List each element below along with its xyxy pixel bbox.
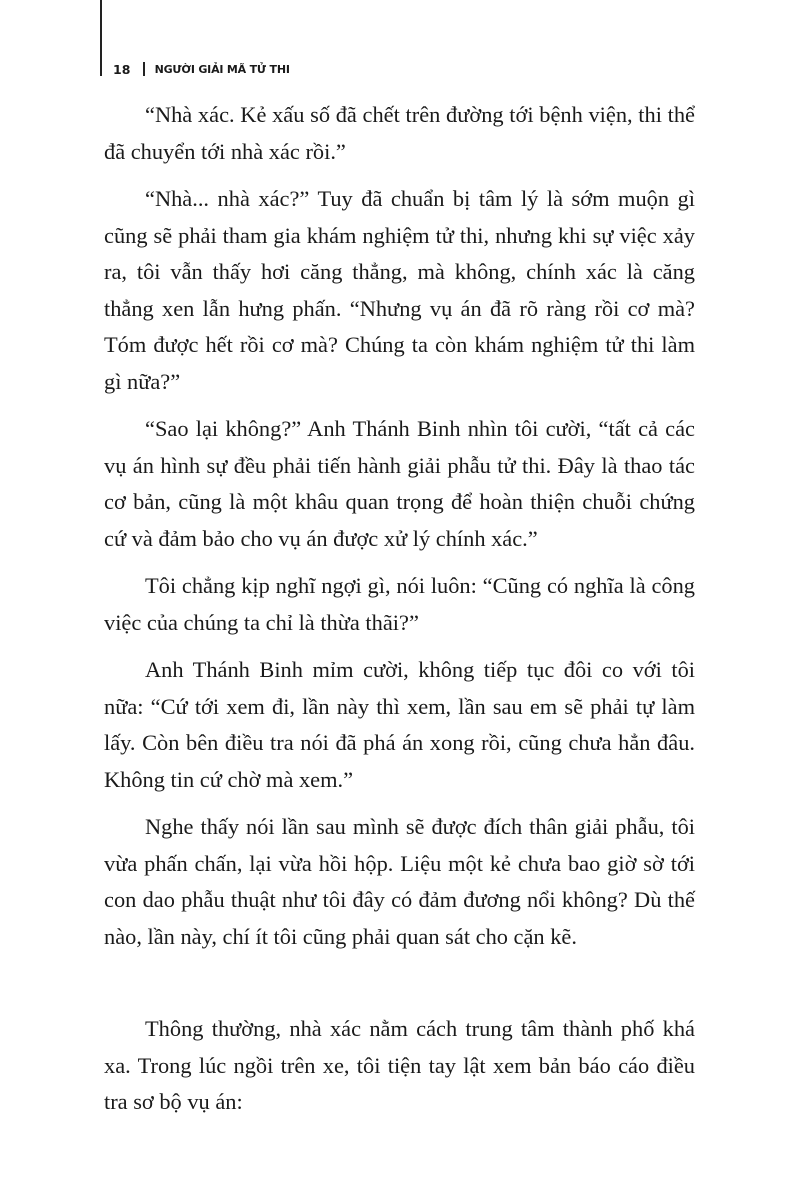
margin-rule bbox=[100, 0, 102, 76]
header-separator bbox=[143, 62, 144, 76]
paragraph: Nghe thấy nói lần sau mình sẽ được đích thân giải phẫu, tôi vừa phấn chấn, lại vừa hồi hộp. Liệu một kẻ chưa bao giờ sờ tới con dao phẫu thuật như tôi đây có đảm đương nổi không? Dù thế nào, lần này, chí ít tôi cũng phải quan sát cho cặn kẽ. bbox=[104, 814, 695, 949]
running-header bbox=[113, 59, 290, 79]
paragraph: Thông thường, nhà xác nằm cách trung tâm thành phố khá xa. Trong lúc ngồi trên xe, tôi tiện tay lật xem bản báo cáo điều tra sơ bộ vụ án: bbox=[104, 1016, 695, 1114]
page-number: 18 bbox=[113, 61, 131, 77]
page-body bbox=[104, 97, 695, 1132]
book-title: NGƯỜI GIẢI MÃ TỬ THI bbox=[154, 62, 290, 76]
paragraph: “Nhà... nhà xác?” Tuy đã chuẩn bị tâm lý là sớm muộn gì cũng sẽ phải tham gia khám nghiệm tử thi, nhưng khi sự việc xảy ra, tôi vẫn thấy hơi căng thẳng, mà không, chính xác là căng thẳng xen lẫn hưng phấn. “Nhưng vụ án đã rõ ràng rồi cơ mà? Tóm được hết rồi cơ mà? Chúng ta còn khám nghiệm tử thi làm gì nữa?” bbox=[104, 186, 695, 394]
paragraph: Tôi chẳng kịp nghĩ ngợi gì, nói luôn: “Cũng có nghĩa là công việc của chúng ta chỉ là thừa thãi?” bbox=[104, 573, 695, 635]
paragraph: Anh Thánh Binh mỉm cười, không tiếp tục đôi co với tôi nữa: “Cứ tới xem đi, lần này thì xem, lần sau em sẽ phải tự làm lấy. Còn bên điều tra nói đã phá án xong rồi, cũng chưa hẳn đâu. Không tin cứ chờ mà xem.” bbox=[104, 657, 695, 792]
paragraph: “Sao lại không?” Anh Thánh Binh nhìn tôi cười, “tất cả các vụ án hình sự đều phải tiến hành giải phẫu tử thi. Đây là thao tác cơ bản, cũng là một khâu quan trọng để hoàn thiện chuỗi chứng cứ và đảm bảo cho vụ án được xử lý chính xác.” bbox=[104, 416, 695, 551]
paragraph: “Nhà xác. Kẻ xấu số đã chết trên đường tới bệnh viện, thi thể đã chuyển tới nhà xác rồi.” bbox=[104, 102, 695, 164]
